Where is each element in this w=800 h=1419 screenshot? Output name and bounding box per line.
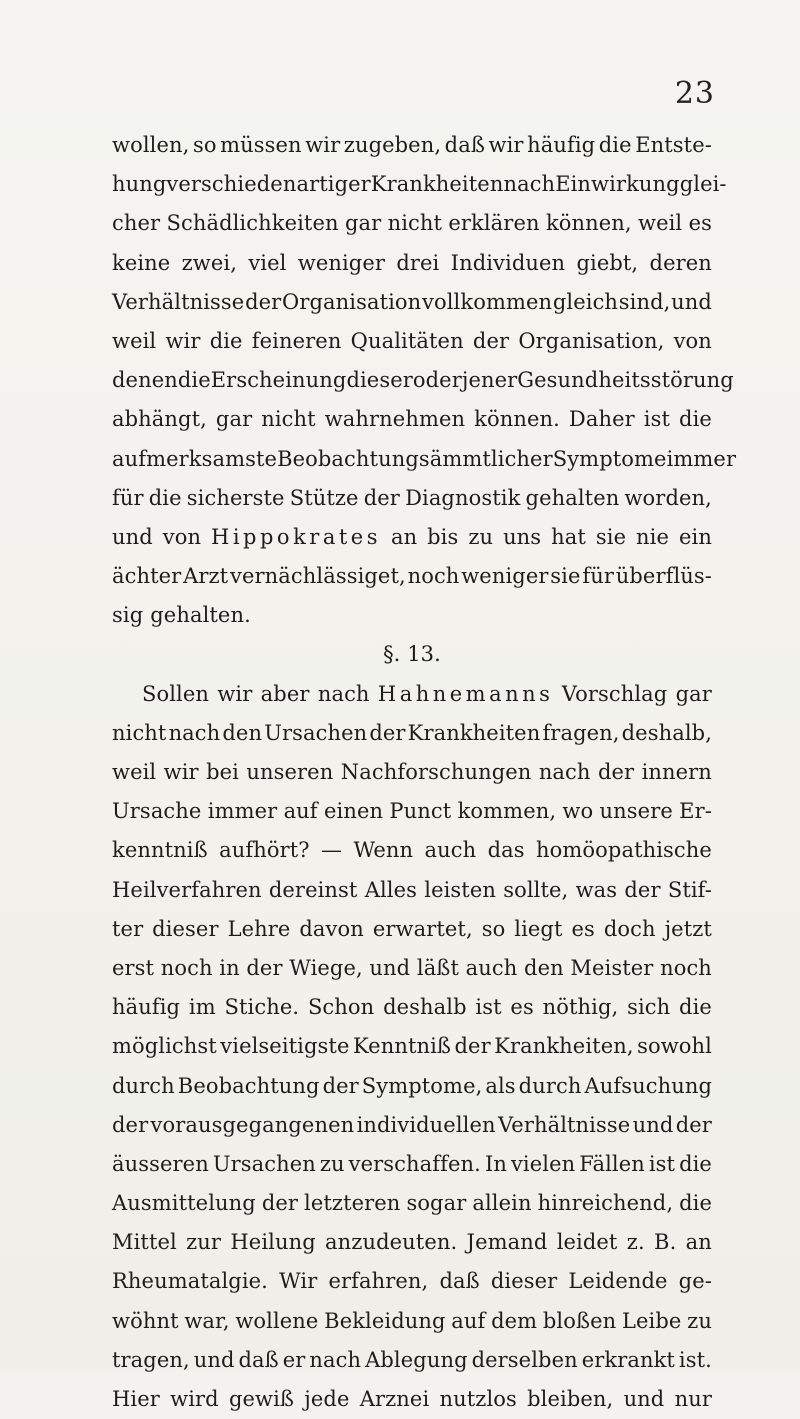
word: so — [192, 133, 217, 157]
word: Sollen — [142, 681, 210, 706]
word: es — [510, 995, 534, 1020]
word: Beobachtung — [177, 1073, 320, 1098]
word: Aufsuchung — [584, 1073, 712, 1098]
word: Bekleidung — [324, 1308, 446, 1333]
word: B. — [654, 1230, 677, 1255]
word: vollkommen — [422, 289, 553, 314]
word: leisten — [424, 877, 496, 902]
word: aber — [260, 681, 310, 706]
word: abhängt, — [112, 407, 207, 432]
word: weil — [638, 211, 683, 236]
text-line — [112, 165, 727, 204]
word: gewiß — [228, 1387, 295, 1411]
word: und — [671, 289, 712, 314]
text-line — [112, 204, 712, 243]
text-line — [112, 322, 712, 361]
word: Ursachen — [264, 720, 368, 745]
page-number: 23 — [674, 76, 715, 111]
word: jener — [461, 368, 518, 393]
word: noch — [407, 564, 460, 589]
word: der — [624, 877, 661, 902]
word: gar — [215, 407, 253, 432]
word: noch — [660, 955, 712, 980]
word: aufmerksamste — [112, 446, 278, 471]
word: es — [571, 916, 595, 941]
word: nicht — [261, 407, 316, 432]
word: Ursache — [112, 799, 202, 824]
word: zugeben, — [343, 133, 442, 157]
text-line — [112, 753, 712, 792]
word: durch — [112, 1073, 175, 1098]
word: Arznei — [359, 1387, 430, 1411]
text-line — [112, 1341, 712, 1380]
text-line — [112, 910, 712, 949]
word: und — [369, 955, 411, 980]
word: an — [685, 1230, 712, 1255]
word: Er- — [679, 799, 712, 824]
word: Daher — [568, 407, 635, 432]
word: vernächlässiget, — [230, 564, 406, 589]
word: und — [623, 1387, 665, 1411]
text-line — [112, 1184, 712, 1223]
word: Symptome — [552, 446, 667, 471]
word: sogar — [406, 1191, 467, 1216]
word: sig — [112, 603, 144, 628]
word: im — [188, 995, 216, 1020]
word: für — [112, 485, 144, 510]
word: bloßen — [542, 1308, 617, 1333]
word: Krankheiten — [370, 172, 504, 197]
word: können, — [545, 211, 632, 236]
text-line — [112, 1145, 712, 1184]
word: müssen — [220, 133, 302, 157]
word: der — [363, 485, 400, 510]
word: homöopathische — [536, 838, 712, 863]
word: das — [487, 838, 525, 863]
word: auch — [424, 838, 477, 863]
word: die — [177, 368, 211, 393]
word: drei — [396, 250, 440, 275]
word: Gesundheitsstörung — [517, 368, 734, 393]
word: die — [679, 1191, 712, 1216]
word: jetzt — [664, 916, 712, 941]
word: Symptome, — [361, 1073, 483, 1098]
word: sich — [627, 995, 671, 1020]
text-line — [112, 518, 712, 557]
text-line — [112, 283, 712, 322]
word: Alles — [364, 877, 418, 902]
word: zur — [186, 1230, 222, 1255]
word: war, — [184, 1308, 230, 1333]
word: dieser — [346, 368, 413, 393]
word: ge- — [678, 1269, 712, 1294]
word: Verhältnisse — [112, 289, 245, 314]
word: ter — [112, 916, 144, 941]
word: nach — [317, 681, 370, 706]
word: sind, — [618, 289, 671, 314]
word: die — [679, 995, 712, 1020]
word: Arzt — [183, 564, 229, 589]
word: der — [245, 289, 282, 314]
word: in — [219, 955, 240, 980]
word: dieser — [152, 916, 219, 941]
text-line — [112, 675, 712, 714]
word: daß — [444, 133, 485, 157]
word: zu — [687, 1308, 712, 1333]
word: äusseren — [112, 1151, 209, 1176]
word: Ausmittelung — [112, 1191, 256, 1216]
word: worden, — [624, 485, 712, 510]
word: Beobachtung — [277, 446, 419, 471]
word: er — [282, 1347, 306, 1372]
word: Wir — [279, 1269, 318, 1294]
text-line — [112, 1067, 712, 1106]
word: weniger — [297, 250, 386, 275]
word: erfahren, — [328, 1269, 429, 1294]
text-line — [112, 1380, 712, 1419]
word: als — [485, 1073, 516, 1098]
word: sämmtlicher — [418, 446, 553, 471]
word: für — [582, 564, 614, 589]
word: sie — [550, 564, 581, 589]
word: wir — [488, 133, 524, 157]
word: verschiedenartiger — [166, 172, 371, 197]
word: den — [222, 720, 263, 745]
word: Leidende — [568, 1269, 668, 1294]
word: tragen, — [112, 1347, 190, 1372]
word: gehalten. — [150, 603, 251, 628]
word: erklären — [448, 211, 540, 236]
paragraph — [112, 675, 712, 1419]
word: vorausgegangenen — [150, 1112, 355, 1137]
word: dieser — [490, 1269, 558, 1294]
word: Schädlichkeiten — [166, 211, 339, 236]
word: Wenn — [353, 838, 414, 863]
word: hung — [112, 172, 167, 197]
word: an — [390, 524, 418, 549]
word: vielseitigste — [220, 1034, 350, 1059]
word: sie — [595, 524, 627, 549]
word: noch — [160, 955, 213, 980]
word: Erscheinung — [210, 368, 347, 393]
text-line — [112, 988, 712, 1027]
word: Krankheiten, — [494, 1034, 634, 1059]
text-line — [112, 244, 712, 283]
word: jede — [304, 1387, 350, 1411]
word: ist — [648, 1151, 676, 1176]
word: wo — [562, 799, 594, 824]
word: gleich — [552, 289, 619, 314]
word: Heilung — [230, 1230, 316, 1255]
word: Stiche. — [224, 995, 300, 1020]
word: hat — [551, 524, 586, 549]
word: der — [472, 328, 510, 353]
word: unseren — [246, 760, 334, 784]
word: fragen, — [542, 720, 620, 745]
text-line — [112, 1302, 712, 1341]
text-line — [112, 361, 734, 400]
word: nach — [168, 720, 221, 745]
word: wir — [217, 681, 253, 706]
word: unsere — [599, 799, 673, 824]
word: dereinst — [268, 877, 358, 902]
word: zu — [319, 1151, 345, 1176]
word: Meister — [570, 955, 654, 980]
text-line — [112, 557, 712, 596]
word: Individuen — [450, 250, 566, 275]
word: Verhältnisse — [497, 1112, 631, 1137]
word: Diagnostik — [405, 485, 521, 510]
word: immer — [207, 799, 278, 824]
word: Ursachen — [212, 1151, 316, 1176]
text-line — [112, 871, 712, 910]
word: Organisation, — [518, 328, 665, 353]
word: hinreichend, — [537, 1191, 674, 1216]
word: ächter — [112, 564, 182, 589]
text-line — [112, 1027, 712, 1066]
word: deshalb, — [621, 720, 712, 745]
section-heading: §. 13. — [383, 642, 441, 667]
word: wahrnehmen — [324, 407, 466, 432]
word: Stütze — [289, 485, 359, 510]
word: die — [209, 328, 243, 353]
text-line — [112, 400, 712, 439]
word: Leibe — [621, 1308, 682, 1333]
word: nöthig, — [542, 995, 619, 1020]
word: vielen — [510, 1151, 576, 1176]
word: dem — [491, 1308, 538, 1333]
word: uns — [503, 524, 542, 549]
word: — — [320, 838, 343, 863]
word: keine — [112, 250, 171, 275]
word: bei — [206, 760, 239, 784]
text-line — [112, 792, 712, 831]
word: nicht — [387, 211, 443, 236]
word: der — [261, 1191, 299, 1216]
word: ist — [475, 995, 502, 1020]
word: individuellen — [356, 1112, 496, 1137]
word: erwartet, — [372, 916, 473, 941]
paragraph — [112, 126, 737, 635]
word: der — [322, 1073, 359, 1098]
word: können. — [474, 407, 560, 432]
word: gar — [675, 681, 712, 706]
word: weil — [112, 760, 157, 784]
text-line — [112, 714, 712, 753]
word: wir — [305, 133, 341, 157]
word: Kenntniß — [352, 1034, 452, 1059]
word: erkrankt — [581, 1347, 675, 1372]
word: glei- — [679, 172, 727, 197]
word: wird — [170, 1387, 219, 1411]
word: gehalten — [525, 485, 620, 510]
word: doch — [603, 916, 656, 941]
word: der — [112, 1112, 149, 1137]
word: erst — [112, 955, 155, 980]
word: nie — [636, 524, 670, 549]
word: nutzlos — [439, 1387, 517, 1411]
text-line — [112, 126, 712, 165]
word: leidet — [556, 1230, 618, 1255]
word: aufhört? — [219, 838, 310, 863]
word: oder — [412, 368, 462, 393]
word: der — [369, 720, 406, 745]
word: Hippokrates — [211, 524, 382, 549]
word: innern — [641, 760, 712, 784]
word: von — [162, 524, 202, 549]
text-line — [112, 1223, 712, 1262]
word: wir — [163, 760, 199, 784]
word: ist. — [678, 1347, 712, 1372]
word: Lehre — [227, 916, 291, 941]
word: gar — [344, 211, 382, 236]
word: derselben — [471, 1347, 578, 1372]
word: der — [675, 1112, 712, 1137]
word: sowohl — [637, 1034, 712, 1059]
body-text — [112, 126, 737, 1419]
word: nach — [309, 1347, 362, 1372]
word: was — [575, 877, 618, 902]
word: In — [484, 1151, 507, 1176]
word: daß — [238, 1347, 279, 1372]
word: überflüs- — [615, 564, 712, 589]
word: einen — [323, 799, 384, 824]
word: die — [148, 485, 182, 510]
word: Mittel — [112, 1230, 177, 1255]
word: die — [679, 1151, 712, 1176]
word: anzudeuten. — [325, 1230, 458, 1255]
word: Heilverfahren — [112, 877, 262, 902]
word: Punct — [389, 799, 452, 824]
word: wollene — [235, 1308, 319, 1333]
word: deren — [649, 250, 712, 275]
word: letzteren — [304, 1191, 401, 1216]
word: bis — [427, 524, 459, 549]
word: kenntniß — [112, 838, 208, 863]
word: davon — [299, 916, 364, 941]
word: daß — [439, 1269, 480, 1294]
word: durch — [518, 1073, 582, 1098]
word: feineren — [251, 328, 342, 353]
word: der — [597, 760, 635, 784]
word: nur — [674, 1387, 712, 1411]
word: sollte, — [503, 877, 569, 902]
word: wir — [165, 328, 201, 353]
word: bleiben, — [527, 1387, 614, 1411]
word: Stif- — [667, 877, 712, 902]
word: auf — [283, 799, 318, 824]
word: Hahnemanns — [377, 681, 554, 706]
text-line — [112, 440, 737, 479]
word: denen — [112, 368, 178, 393]
word: ein — [678, 524, 712, 549]
word: weniger — [461, 564, 549, 589]
word: wöhnt — [112, 1308, 179, 1333]
word: zwei, — [181, 250, 237, 275]
word: auf — [451, 1308, 486, 1333]
word: Rheumatalgie. — [112, 1269, 268, 1294]
word: häufig — [112, 995, 181, 1020]
word: den — [524, 955, 564, 980]
word: nach — [538, 760, 591, 784]
word: Hier — [112, 1387, 160, 1411]
word: Krankheiten — [407, 720, 541, 745]
word: die — [679, 407, 712, 432]
text-line — [112, 479, 712, 518]
word: Organisation — [282, 289, 422, 314]
word: nicht — [112, 720, 167, 745]
word: Schon — [307, 995, 375, 1020]
word: kommen, — [457, 799, 557, 824]
word: und — [193, 1347, 235, 1372]
word: Fällen — [579, 1151, 645, 1176]
text-line — [112, 596, 712, 635]
text-line — [112, 831, 712, 870]
word: die — [598, 133, 632, 157]
word: Wiege, — [289, 955, 363, 980]
word: Nachforschungen — [340, 760, 532, 784]
word: Vorschlag — [561, 681, 668, 706]
word: nach — [503, 172, 556, 197]
word: der — [454, 1034, 491, 1059]
word: möglichst — [112, 1034, 217, 1059]
word: Entste- — [635, 133, 712, 157]
text-line — [112, 1106, 712, 1145]
word: der — [246, 955, 283, 980]
word: ist — [643, 407, 671, 432]
word: verschaffen. — [348, 1151, 481, 1176]
word: auch — [465, 955, 518, 980]
word: cher — [112, 211, 161, 236]
word: deshalb — [383, 995, 467, 1020]
word: Jemand — [466, 1230, 548, 1255]
word: liegt — [514, 916, 563, 941]
word: es — [688, 211, 712, 236]
word: läßt — [416, 955, 459, 980]
word: von — [673, 328, 712, 353]
word: und — [112, 524, 153, 549]
word: viel — [248, 250, 287, 275]
text-line — [112, 1262, 712, 1301]
word: immer — [666, 446, 737, 471]
word: giebt, — [576, 250, 639, 275]
word: zu — [468, 524, 494, 549]
word: und — [632, 1112, 674, 1137]
word: weil — [112, 328, 157, 353]
word: Einwirkung — [555, 172, 680, 197]
word: sicherste — [186, 485, 285, 510]
text-line — [112, 949, 712, 988]
word: so — [481, 916, 506, 941]
word: z. — [626, 1230, 645, 1255]
word: wollen, — [112, 133, 190, 157]
word: Ablegung — [365, 1347, 468, 1372]
word: Qualitäten — [350, 328, 464, 353]
word: häufig — [527, 133, 596, 157]
word: allein — [472, 1191, 532, 1216]
